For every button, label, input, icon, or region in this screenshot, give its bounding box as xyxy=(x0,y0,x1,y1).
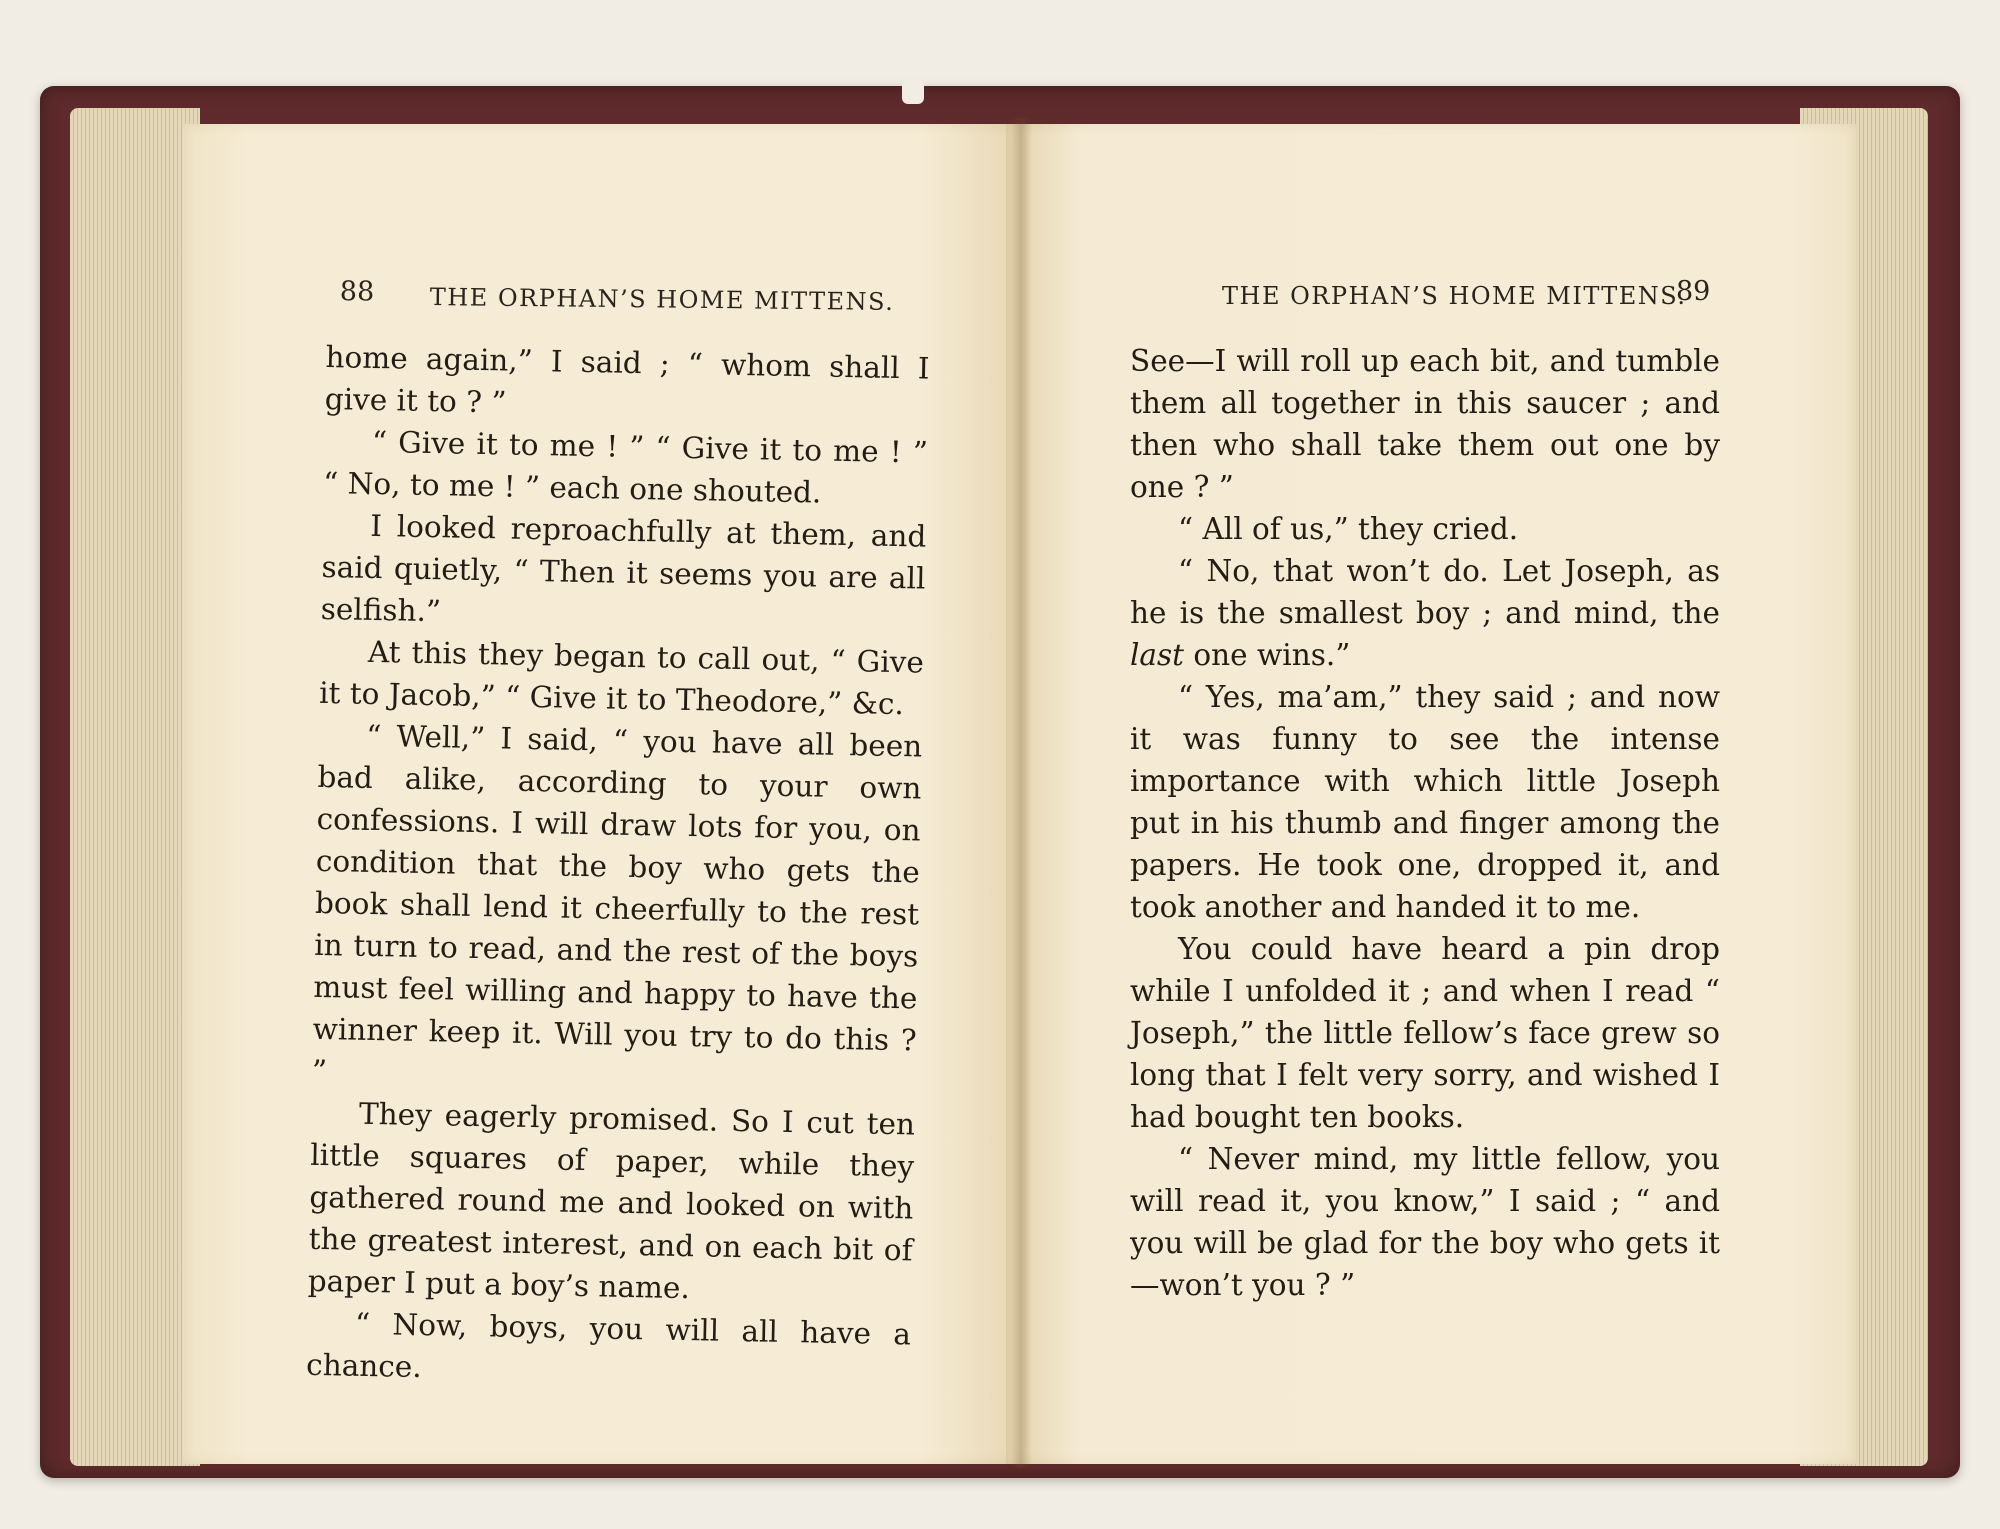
left-page-edges xyxy=(70,108,200,1466)
italic-word: last xyxy=(1130,638,1185,672)
paragraph: You could have heard a pin drop while I unfolded it ; and when I read “ Joseph,” the little fellow’s face grew so long that I felt very sorry, and wished I had bought ten books. xyxy=(1130,932,1720,1134)
paragraph xyxy=(1130,550,1720,676)
paragraph: I looked reproachfully at them, and said quietly, “ Then it seems you are all selfish.” xyxy=(320,508,927,629)
paragraph: home again,” I said ; “ whom shall I give it to ? ” xyxy=(324,339,930,420)
right-page-number: 89 xyxy=(1676,276,1711,307)
paragraph: “ Never mind, my little fellow, you will read it, you know,” I said ; “ and you will be glad for the boy who gets it—won’t you ? ” xyxy=(1130,1142,1720,1302)
right-running-title: THE ORPHAN’S HOME MITTENS. xyxy=(1222,282,1687,310)
right-page-text xyxy=(1130,340,1720,1306)
right-page-header xyxy=(1214,276,1714,320)
paragraph: “ Give it to me ! ” “ Give it to me ! ” “ No, to me ! ” each one shouted. xyxy=(322,424,929,510)
paragraph: See—I will roll up each bit, and tumble them all together in this saucer ; and then who shall take them out one by one ? ” xyxy=(1130,344,1720,504)
left-page-number: 88 xyxy=(339,276,375,308)
text-run: one wins.” xyxy=(1193,638,1351,672)
left-running-title: THE ORPHAN’S HOME MITTENS. xyxy=(429,283,895,316)
spine-tear xyxy=(902,80,924,104)
paragraph: “ Now, boys, you will all have a chance. xyxy=(305,1306,912,1385)
left-page-text xyxy=(306,336,930,1397)
paragraph: At this they began to call out, “ Give it to Jacob,” “ Give it to Theodore,” &c. xyxy=(318,634,925,722)
text-run: “ No, that won’t do. Let Joseph, as he is the smallest boy ; and mind, the xyxy=(1130,554,1720,630)
left-page-header xyxy=(330,276,940,326)
book-gutter xyxy=(1010,118,1032,1468)
paragraph: They eagerly promised. So I cut ten little squares of paper, while they gathered round me and looked on with the greatest interest, and on each bit of paper I put a boy’s name. xyxy=(307,1096,916,1306)
paragraph: “ Yes, ma’am,” they said ; and now it was funny to see the intense importance with which little Joseph put in his thumb and finger among the papers. He took one, dropped it, and took another and handed it to me. xyxy=(1130,680,1720,924)
paragraph: “ All of us,” they cried. xyxy=(1178,512,1519,546)
paragraph: “ Well,” I said, “ you have all been bad alike, according to your own confessions. I will draw lots for you, on condition that the boy who gets the book shall lend it cheerfully to the rest in turn to read, and the rest of the boys must feel willing and happy to have the winner keep it. Will you try to do this ? ” xyxy=(311,718,923,1089)
